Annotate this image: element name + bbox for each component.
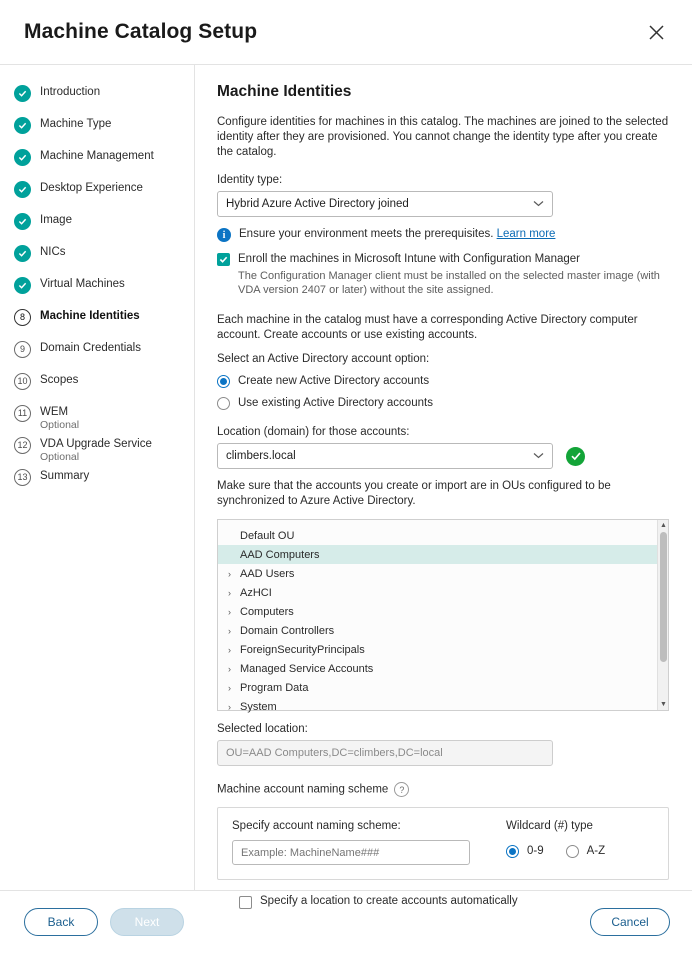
wizard-body (0, 64, 692, 907)
sidebar-item-sublabel: Optional (40, 451, 80, 463)
list-item[interactable] (218, 659, 668, 678)
radio-wildcard-a-z[interactable] (566, 840, 606, 862)
ou-item-label: Domain Controllers (240, 624, 335, 637)
chevron-right-icon[interactable]: › (228, 625, 231, 636)
radio-icon[interactable] (566, 845, 579, 858)
list-item[interactable] (218, 697, 668, 716)
selected-location-field (217, 740, 553, 766)
sidebar-item-summary[interactable] (0, 467, 194, 499)
radio-label: A-Z (586, 845, 606, 857)
chevron-right-icon[interactable]: › (228, 568, 231, 579)
list-item[interactable] (218, 640, 668, 659)
intune-enroll-description: The Configuration Manager client must be installed on the selected master image (with VDA version 2407 or later) without the site assigned. (238, 270, 660, 296)
step-number-11: 11 (14, 405, 31, 422)
wildcard-type-label: Wildcard (#) type (506, 820, 593, 832)
sidebar-item-label: WEM (40, 406, 69, 418)
location-domain-select[interactable] (217, 443, 553, 469)
list-item[interactable] (218, 678, 668, 697)
chevron-right-icon[interactable]: › (228, 663, 231, 674)
step-number-12: 12 (14, 437, 31, 454)
prerequisites-text (239, 227, 555, 241)
chevron-right-icon[interactable]: › (228, 701, 231, 712)
sidebar-item-label: Scopes (40, 374, 79, 386)
radio-label: 0-9 (527, 845, 544, 857)
ou-item-label: AAD Computers (240, 548, 320, 561)
naming-scheme-panel (217, 807, 669, 880)
sidebar-item-scopes[interactable] (0, 371, 194, 403)
radio-use-existing-ad-accounts[interactable] (217, 392, 674, 414)
sidebar-item-image[interactable] (0, 211, 194, 243)
auto-create-location-label: Specify a location to create accounts automatically (260, 895, 518, 907)
step-number-13: 13 (14, 469, 31, 486)
sidebar-item-machine-management[interactable] (0, 147, 194, 179)
radio-icon-selected[interactable] (506, 845, 519, 858)
scrollbar-thumb[interactable] (660, 532, 667, 662)
sidebar-item-label: Machine Identities (40, 310, 140, 322)
naming-scheme-left (232, 820, 494, 865)
ou-item-label: Computers (240, 605, 294, 618)
sidebar-item-desktop-experience[interactable] (0, 179, 194, 211)
radio-label: Use existing Active Directory accounts (238, 397, 433, 409)
radio-wildcard-0-9[interactable] (506, 840, 544, 862)
intune-enroll-checkbox[interactable] (217, 253, 230, 266)
naming-scheme-panel-title: Specify account naming scheme: (232, 820, 401, 832)
selected-location-value: OU=AAD Computers,DC=climbers,DC=local (226, 747, 443, 759)
sidebar-item-label: Summary (40, 470, 90, 482)
chevron-right-icon[interactable]: › (228, 644, 231, 655)
radio-label: Create new Active Directory accounts (238, 375, 430, 387)
machine-identities-panel (195, 65, 692, 907)
window-titlebar (0, 0, 692, 64)
prerequisites-message: Ensure your environment meets the prerequisites. (239, 228, 494, 240)
location-domain-row (217, 443, 674, 469)
ou-item-label: AAD Users (240, 567, 295, 580)
sidebar-item-nics[interactable] (0, 243, 194, 275)
learn-more-link[interactable]: Learn more (496, 228, 556, 240)
list-item[interactable] (218, 526, 668, 545)
sidebar-item-label-wrap (40, 435, 152, 463)
sidebar-item-label: NICs (40, 246, 66, 258)
sidebar-item-label: VDA Upgrade Service (40, 438, 152, 450)
naming-scheme-label-row (217, 782, 674, 797)
close-icon[interactable] (642, 18, 670, 46)
ou-item-label: AzHCI (240, 586, 272, 599)
ou-item-label: Default OU (240, 529, 295, 542)
cancel-button[interactable]: Cancel (590, 908, 670, 936)
chevron-down-icon (533, 450, 544, 462)
radio-icon-selected[interactable] (217, 375, 230, 388)
sidebar-item-label: Virtual Machines (40, 278, 125, 290)
ad-account-description: Each machine in the catalog must have a corresponding Active Directory computer account. Create accounts or use existing accounts. (217, 314, 638, 341)
info-icon: i (217, 228, 231, 242)
wildcard-type-group (494, 820, 654, 865)
list-item[interactable] (218, 621, 668, 640)
sidebar-item-machine-identities[interactable] (0, 307, 194, 339)
identity-type-select[interactable] (217, 191, 553, 217)
list-item[interactable] (218, 564, 668, 583)
ou-sync-note: Make sure that the accounts you create or import are in OUs configured to be synchronized to Azure Active Directory. (217, 480, 611, 507)
scroll-up-icon[interactable]: ▲ (660, 522, 667, 529)
sidebar-item-label-wrap (40, 403, 79, 431)
location-domain-label: Location (domain) for those accounts: (217, 426, 410, 438)
chevron-right-icon[interactable]: › (228, 587, 231, 598)
ou-item-label: ForeignSecurityPrincipals (240, 643, 365, 656)
check-icon (14, 245, 31, 262)
chevron-right-icon[interactable]: › (228, 682, 231, 693)
identity-type-label: Identity type: (217, 174, 283, 186)
sidebar-item-wem[interactable] (0, 403, 194, 435)
radio-create-new-ad-accounts[interactable] (217, 370, 674, 392)
sidebar-item-sublabel: Optional (40, 419, 80, 431)
section-heading: Machine Identities (217, 83, 352, 100)
sidebar-item-label: Machine Management (40, 150, 154, 162)
sidebar-item-domain-credentials[interactable] (0, 339, 194, 371)
validation-success-icon (566, 447, 585, 466)
section-intro-text: Configure identities for machines in this catalog. The machines are joined to the selected identity after they are provisioned. You cannot change the identity type after you create the catalog. (217, 116, 669, 158)
location-domain-value: climbers.local (226, 450, 296, 462)
check-icon (14, 213, 31, 230)
sidebar-item-introduction[interactable] (0, 83, 194, 115)
sidebar-item-label: Domain Credentials (40, 342, 141, 354)
sidebar-item-virtual-machines[interactable] (0, 275, 194, 307)
sidebar-item-label: Machine Type (40, 118, 112, 130)
step-number-9: 9 (14, 341, 31, 358)
list-item[interactable] (218, 602, 668, 621)
chevron-right-icon[interactable]: › (228, 606, 231, 617)
naming-scheme-label: Machine account naming scheme (217, 783, 389, 796)
check-icon (14, 277, 31, 294)
prerequisites-notice (217, 227, 674, 242)
page-title: Machine Catalog Setup (24, 20, 258, 43)
scroll-down-icon[interactable]: ▼ (660, 701, 667, 708)
ou-list-scrollbar[interactable] (657, 520, 668, 710)
list-item[interactable] (218, 583, 668, 602)
selected-location-label: Selected location: (217, 723, 308, 735)
sidebar-item-label: Desktop Experience (40, 182, 143, 194)
auto-create-location-row[interactable] (217, 894, 674, 909)
naming-scheme-input[interactable] (232, 840, 470, 865)
ou-tree-items (218, 520, 668, 716)
check-icon (14, 181, 31, 198)
step-number-8: 8 (14, 309, 31, 326)
intune-enroll-checkbox-row[interactable] (217, 252, 674, 267)
check-icon (14, 117, 31, 134)
next-button[interactable]: Next (110, 908, 184, 936)
help-icon[interactable]: ? (394, 782, 409, 797)
intune-enroll-label: Enroll the machines in Microsoft Intune with Configuration Manager (238, 253, 580, 265)
auto-create-location-checkbox[interactable] (239, 896, 252, 909)
sidebar-item-label: Image (40, 214, 72, 226)
radio-icon[interactable] (217, 397, 230, 410)
ou-tree-list[interactable] (217, 519, 669, 711)
back-button[interactable]: Back (24, 908, 98, 936)
list-item[interactable] (218, 545, 668, 564)
step-number-10: 10 (14, 373, 31, 390)
check-icon (14, 85, 31, 102)
ad-option-label: Select an Active Directory account option: (217, 353, 430, 365)
ou-item-label: System (240, 700, 277, 713)
chevron-down-icon (533, 198, 544, 210)
check-icon (14, 149, 31, 166)
identity-type-value: Hybrid Azure Active Directory joined (226, 198, 409, 210)
wizard-steps-sidebar (0, 65, 195, 890)
sidebar-item-machine-type[interactable] (0, 115, 194, 147)
sidebar-item-vda-upgrade-service[interactable] (0, 435, 194, 467)
sidebar-item-label: Introduction (40, 86, 101, 98)
ou-item-label: Managed Service Accounts (240, 662, 374, 675)
ou-item-label: Program Data (240, 681, 309, 694)
